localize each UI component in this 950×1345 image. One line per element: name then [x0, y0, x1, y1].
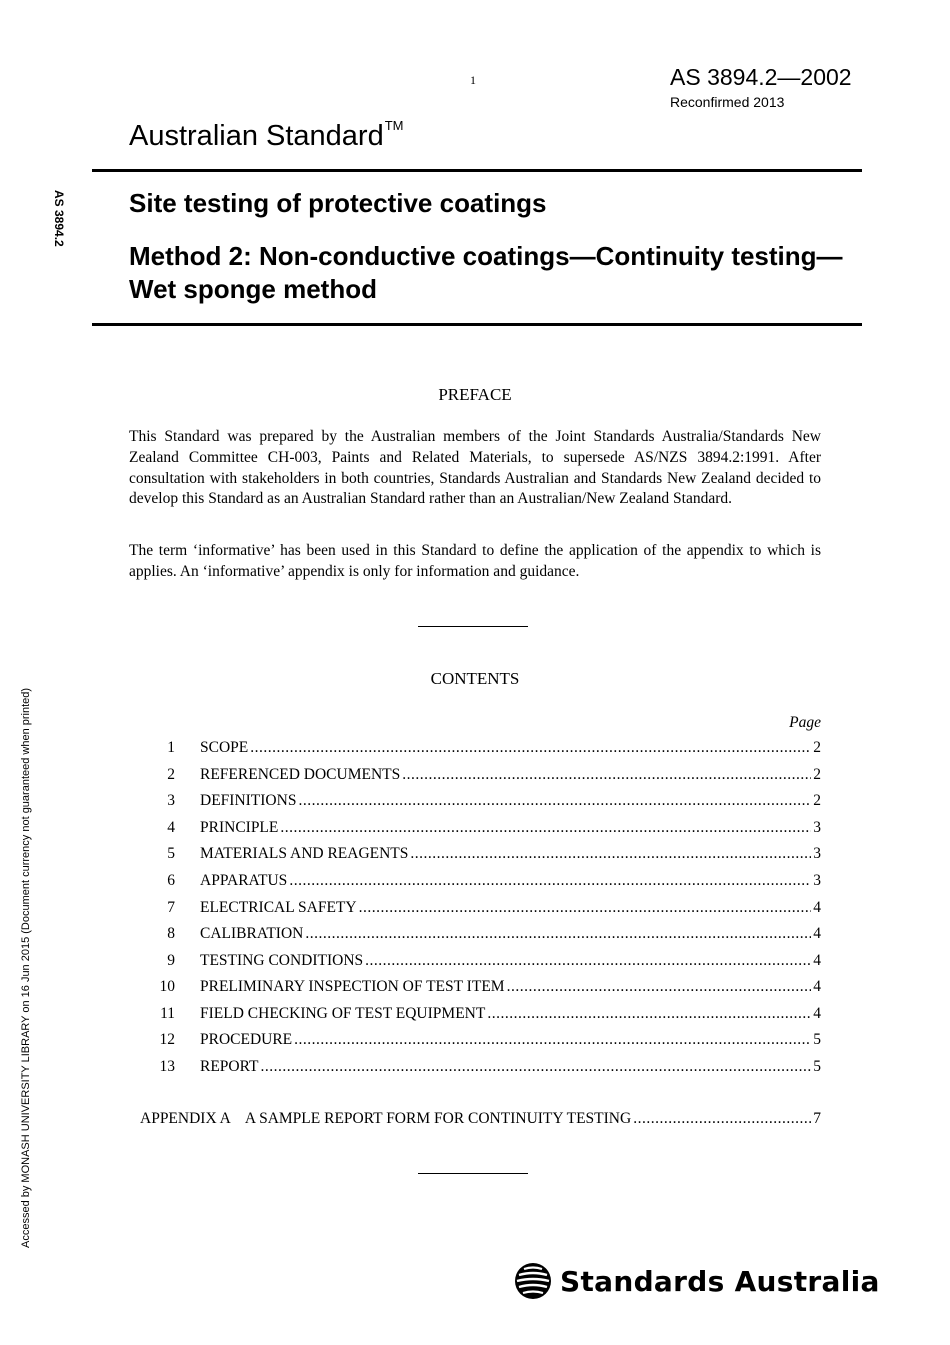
preface-paragraph: This Standard was prepared by the Australian members of the Joint Standards Australia/Standards New Zealand Committee CH-003, Paints and Related Materials, to supersede AS/NZS 3894.2:1991. After consultation with stakeholders in both countries, Standards Australian and Standards New Zealand decided to develop this Standard as an Australian Standard rather than an Australian/New Zealand Standard. — [129, 428, 821, 508]
toc-leader — [359, 899, 812, 917]
toc-title: TESTING CONDITIONS — [200, 952, 364, 969]
toc-page: 2 — [813, 792, 821, 809]
toc-item[interactable] — [150, 1058, 821, 1080]
toc-title: CALIBRATION — [200, 925, 304, 942]
toc-leader — [289, 872, 811, 890]
toc-leader — [305, 925, 811, 943]
toc-title: PRINCIPLE — [200, 819, 279, 836]
series-label — [129, 118, 404, 153]
toc-number: 2 — [167, 766, 175, 783]
toc-number: 3 — [167, 792, 175, 809]
toc-leader — [280, 819, 811, 837]
toc-page: 2 — [813, 739, 821, 756]
toc-item[interactable] — [150, 819, 821, 841]
toc-item[interactable] — [150, 766, 821, 788]
toc-page: 3 — [813, 845, 821, 862]
toc-number: 10 — [159, 978, 175, 995]
toc-page: 4 — [813, 952, 821, 969]
toc-title: MATERIALS AND REAGENTS — [200, 845, 409, 862]
toc-item[interactable] — [150, 739, 821, 761]
toc-leader — [410, 845, 811, 863]
section-divider — [418, 626, 528, 627]
contents-heading: CONTENTS — [430, 669, 520, 688]
toc-number: 5 — [167, 845, 175, 862]
toc-page: 4 — [813, 1005, 821, 1022]
toc-item[interactable] — [150, 899, 821, 921]
trademark-mark: TM — [384, 118, 404, 133]
toc-title: REPORT — [200, 1058, 259, 1075]
toc-page: 5 — [813, 1058, 821, 1075]
toc-leader — [365, 952, 811, 970]
logo-text: Standards Australia — [560, 1264, 880, 1298]
toc-leader — [507, 978, 812, 996]
toc-item[interactable] — [150, 1005, 821, 1027]
toc-appendix-item[interactable] — [140, 1110, 821, 1128]
toc-page: 5 — [813, 1031, 821, 1048]
toc-number: 8 — [167, 925, 175, 942]
toc-item[interactable] — [150, 978, 821, 1000]
toc-number: 1 — [167, 739, 175, 756]
series-label-text: Australian Standard — [129, 120, 384, 152]
toc-leader — [298, 792, 811, 810]
toc-number: 9 — [167, 952, 175, 969]
toc-leader — [487, 1005, 811, 1023]
toc-page: 4 — [813, 899, 821, 916]
toc-title: PRELIMINARY INSPECTION OF TEST ITEM — [200, 978, 505, 995]
toc-title: SCOPE — [200, 739, 249, 756]
toc-number: 6 — [167, 872, 175, 889]
toc-item[interactable] — [150, 1031, 821, 1053]
toc-number: 4 — [167, 819, 175, 836]
toc-item[interactable] — [150, 872, 821, 894]
document-title: Site testing of protective coatings — [129, 188, 547, 218]
contents-end-divider — [418, 1173, 528, 1174]
reconfirmed-date: Reconfirmed 2013 — [670, 94, 785, 110]
appendix-title: A SAMPLE REPORT FORM FOR CONTINUITY TESTING — [244, 1110, 632, 1127]
title-rule — [92, 323, 862, 326]
toc-leader — [294, 1031, 811, 1049]
appendix-page: 7 — [813, 1110, 821, 1127]
preface-paragraph: The term ‘informative’ has been used in this Standard to define the application of the appendix to which is applies. An ‘informative’ appendix is only for information and guidance. — [129, 542, 821, 580]
standard-number: AS 3894.2—2002 — [670, 64, 852, 90]
toc-page: 3 — [813, 819, 821, 836]
toc-page: 4 — [813, 925, 821, 942]
access-note: Accessed by MONASH UNIVERSITY LIBRARY on 16 Jun 2015 (Document currency not guaranteed when printed) — [20, 687, 32, 1248]
toc-page: 3 — [813, 872, 821, 889]
toc-item[interactable] — [150, 845, 821, 867]
toc-leader — [250, 739, 811, 757]
toc-item[interactable] — [150, 952, 821, 974]
page-number: 1 — [470, 73, 476, 87]
toc-title: DEFINITIONS — [200, 792, 297, 809]
toc-title: REFERENCED DOCUMENTS — [200, 766, 401, 783]
appendix-label: APPENDIX A — [140, 1110, 231, 1127]
toc-number: 12 — [159, 1031, 175, 1048]
toc-leader — [402, 766, 811, 784]
top-rule — [92, 169, 862, 172]
toc-item[interactable] — [150, 792, 821, 814]
toc-title: ELECTRICAL SAFETY — [200, 899, 357, 916]
toc-leader — [261, 1058, 812, 1076]
toc-page: 4 — [813, 978, 821, 995]
toc-number: 13 — [159, 1058, 175, 1075]
toc-title: APPARATUS — [200, 872, 288, 889]
standards-australia-logo-icon — [514, 1262, 552, 1300]
method-title: Method 2: Non-conductive coatings—Continuity testing—Wet sponge method — [129, 241, 843, 304]
toc-number: 7 — [167, 899, 175, 916]
toc-number: 11 — [160, 1005, 175, 1022]
toc-title: FIELD CHECKING OF TEST EQUIPMENT — [200, 1005, 486, 1022]
toc-title: PROCEDURE — [200, 1031, 293, 1048]
preface-heading: PREFACE — [438, 385, 512, 404]
toc-item[interactable] — [150, 925, 821, 947]
side-standard-code: AS 3894.2 — [52, 190, 66, 247]
standards-australia-logo — [514, 1262, 880, 1300]
page-column-label: Page — [789, 714, 821, 731]
toc-page: 2 — [813, 766, 821, 783]
toc-leader — [633, 1110, 811, 1128]
